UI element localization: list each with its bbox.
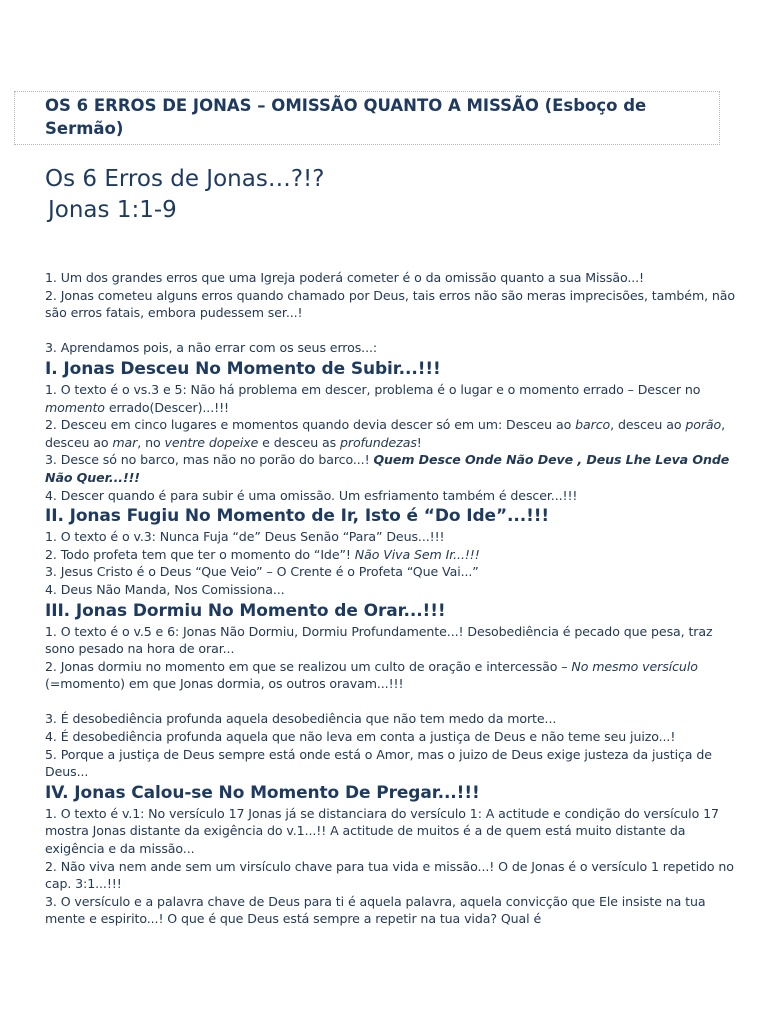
section-4-heading: IV. Jonas Calou-se No Momento De Pregar...!!!: [45, 782, 480, 803]
intro-point-1: 1. Um dos grandes erros que uma Igreja poderá cometer é o da omissão quanto a sua Missão...!: [45, 270, 644, 285]
section-3-point-5: 5. Porque a justiça de Deus sempre está onde está o Amor, mas o juizo de Deus exige justeza da justiça de Deus...: [45, 746, 712, 780]
section-3-heading: III. Jonas Dormiu No Momento de Orar...!!!: [45, 600, 446, 621]
section-4-point-1: 1. O texto é v.1: No versículo 17 Jonas já se distanciara do versículo 1: A actitude e condição do versículo 17 mostra Jonas distante da exigência do v.1...!! A actitude de muitos é a de quem está muito distante da exigência e da missão...: [45, 805, 719, 857]
bible-reference: Jonas 1:1-9: [48, 197, 177, 223]
section-3-point-2: 2. Jonas dormiu no momento em que se realizou um culto de oração e intercessão – No mesmo versículo (=momento) em que Jonas dormia, os outros oravam...!!!: [45, 658, 698, 692]
sermon-body: [45, 269, 745, 928]
document-header-title: OS 6 ERROS DE JONAS – OMISSÃO QUANTO A MISSÃO (Esboço de Sermão): [45, 96, 647, 138]
section-1-heading: I. Jonas Desceu No Momento de Subir...!!!: [45, 358, 441, 379]
section-1-point-4: 4. Descer quando é para subir é uma omissão. Um esfriamento também é descer...!!!: [45, 487, 578, 503]
section-3-point-4: 4. É desobediência profunda aquela que não leva em conta a justiça de Deus e não teme seu juizo...!: [45, 729, 676, 745]
section-1-point-3: 3. Desce só no barco, mas não no porão do barco...! Quem Desce Onde Não Deve , Deus Lhe Leva Onde Não Quer...!!!: [45, 452, 730, 485]
section-1-point-1: 1. O texto é o vs.3 e 5: Não há problema em descer, problema é o lugar e o momento errado – Descer no momento errado(Descer)...!!!: [45, 381, 701, 415]
section-4-point-3: 3. O versículo e a palavra chave de Deus para ti é aquela palavra, aquela convicção que Ele insiste na tua mente e espirito...! O que é que Deus está sempre a repetir na tua vida? Qual é: [45, 893, 706, 927]
section-4-point-2: 2. Não viva nem ande sem um virsículo chave para tua vida e missão...! O de Jonas é o versículo 1 repetido no cap. 3:1...!!!: [45, 858, 734, 892]
section-2-point-1: 1. O texto é o v.3: Nunca Fuja “de” Deus Senão “Para” Deus...!!!: [45, 529, 445, 545]
intro-point-3: 3. Aprendamos pois, a não errar com os seus erros...:: [45, 340, 378, 356]
section-2-heading: II. Jonas Fugiu No Momento de Ir, Isto é “Do Ide”...!!!: [45, 506, 550, 527]
section-3-point-1: 1. O texto é o v.5 e 6: Jonas Não Dormiu, Dormiu Profundamente...! Desobediência é pecado que pesa, traz sono pesado na hora de orar...: [45, 623, 713, 657]
section-2-point-2: 2. Todo profeta tem que ter o momento do “Ide”! Não Viva Sem Ir...!!!: [45, 546, 480, 562]
intro-point-2: 2. Jonas cometeu alguns erros quando chamado por Deus, tais erros não são meras imprecisões, também, não são erros fatais, embora pudessem ser...!: [45, 287, 736, 321]
section-2-point-4: 4. Deus Não Manda, Nos Comissiona...: [45, 581, 285, 597]
section-1-point-2: 2. Desceu em cinco lugares e momentos quando devia descer só em um: Desceu ao barco, desceu ao porão, desceu ao mar, no ventre dopeixe e desceu as profundezas!: [45, 417, 726, 450]
section-2-point-3: 3. Jesus Cristo é o Deus “Que Veio” – O Crente é o Profeta “Que Vai...”: [45, 564, 479, 580]
page-title: Os 6 Erros de Jonas…?!?: [45, 166, 325, 192]
section-3-point-3: 3. É desobediência profunda aquela desobediência que não tem medo da morte...: [45, 711, 557, 727]
